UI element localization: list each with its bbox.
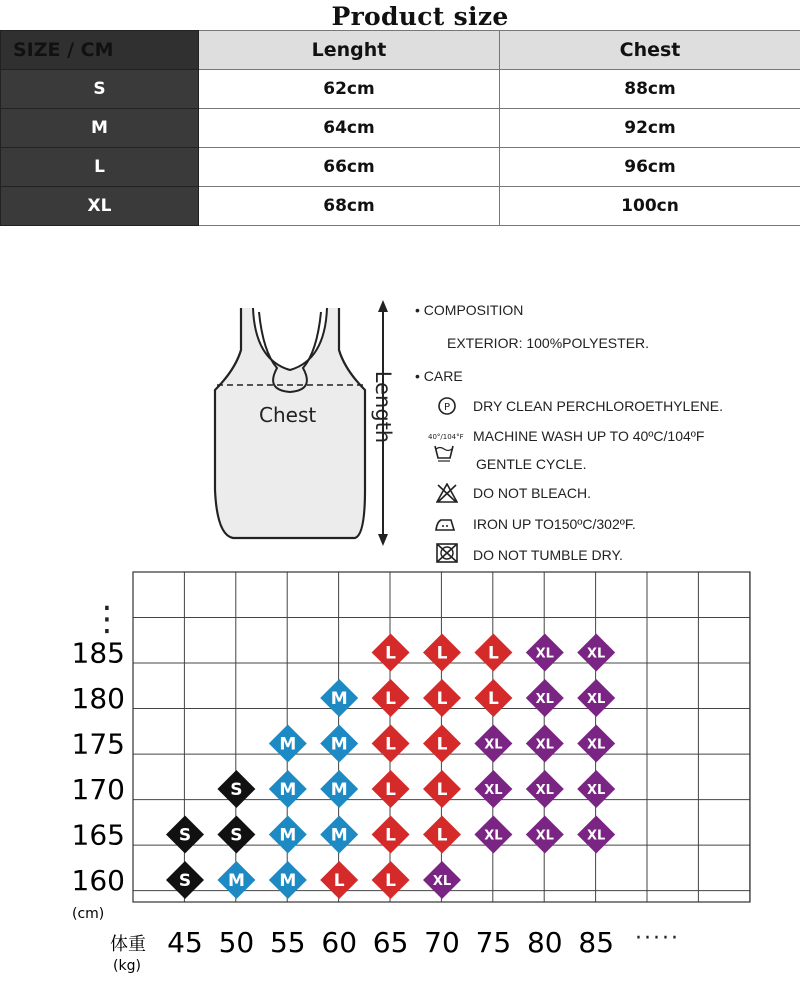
iron-icon [434, 514, 456, 534]
size-marker-m [217, 861, 255, 899]
size-marker-m [320, 725, 358, 763]
size-marker-label: M [279, 734, 297, 755]
size-marker-xl [474, 816, 512, 854]
size-marker-xl [526, 634, 564, 672]
iron-text: IRON UP TO150ºC/302ºF. [473, 516, 636, 532]
x-tick-label: 85 [578, 926, 615, 959]
size-cell: S [1, 70, 199, 109]
size-marker-label: L [385, 825, 397, 846]
size-marker-label: XL [587, 646, 606, 662]
chest-column-header: Chest [500, 31, 800, 70]
size-marker-label: L [333, 871, 345, 891]
size-marker-label: L [385, 689, 397, 709]
size-marker-label: XL [587, 828, 606, 844]
size-marker-label: S [178, 825, 192, 846]
size-marker-l [320, 861, 358, 899]
size-marker-label: S [230, 780, 243, 800]
chest-label: Chest [259, 403, 317, 427]
size-marker-label: L [487, 689, 499, 709]
dry-clean-icon [436, 396, 458, 416]
size-column-header: SIZE / CM [1, 31, 199, 70]
size-marker-s [217, 770, 255, 808]
size-marker-l [474, 634, 512, 672]
composition-heading: • COMPOSITION [415, 302, 524, 318]
size-marker-l [423, 679, 461, 717]
machine-wash-icon [433, 442, 455, 462]
x-tick-label: 50 [218, 926, 255, 959]
size-marker-xl [526, 725, 564, 763]
size-marker-label: M [330, 689, 348, 709]
size-marker-label: L [487, 643, 499, 664]
y-tick-label: 165 [71, 818, 125, 852]
size-marker-label: S [230, 825, 243, 846]
exterior-text: EXTERIOR: 100%POLYESTER. [447, 335, 650, 351]
table-row [1, 187, 800, 226]
size-marker-m [269, 816, 307, 854]
size-marker-label: M [279, 780, 297, 800]
x-tick-label: 75 [475, 926, 512, 959]
size-marker-label: L [436, 780, 448, 800]
size-marker-label: M [227, 871, 245, 891]
size-marker-label: S [178, 871, 192, 891]
x-unit-cn-label: 体重 [110, 934, 146, 955]
size-marker-label: XL [587, 783, 606, 798]
size-table-header [1, 31, 800, 70]
size-cell: L [1, 148, 199, 187]
length-label: Length [371, 370, 395, 444]
y-tick-label: 160 [71, 864, 125, 897]
size-marker-l [423, 725, 461, 763]
x-unit-label: (kg) [113, 958, 141, 974]
x-tick-label: 45 [167, 926, 203, 959]
size-marker-l [423, 634, 461, 672]
size-marker-xl [577, 679, 615, 717]
svg-text:P: P [443, 402, 451, 413]
size-marker-xl [526, 679, 564, 717]
size-marker-xl [577, 770, 615, 808]
size-marker-l [423, 770, 461, 808]
length-cell: 66cm [199, 148, 500, 187]
page-title: Product size [331, 2, 509, 31]
size-marker-xl [577, 816, 615, 854]
size-marker-label: XL [535, 737, 554, 753]
chest-cell: 92cm [500, 109, 800, 148]
size-cell: XL [1, 187, 199, 226]
size-marker-label: M [330, 825, 348, 846]
chest-cell: 96cm [500, 148, 800, 187]
size-marker-m [269, 861, 307, 899]
length-cell: 64cm [199, 109, 500, 148]
size-marker-label: XL [484, 783, 503, 798]
size-marker-l [372, 816, 410, 854]
size-marker-xl [526, 770, 564, 808]
size-marker-l [372, 634, 410, 672]
x-tick-label: 80 [526, 926, 563, 959]
dry-clean-text: DRY CLEAN PERCHLOROETHYLENE. [473, 398, 723, 414]
size-cell: M [1, 109, 199, 148]
care-heading: • CARE [415, 368, 463, 384]
x-axis-labels [167, 926, 614, 959]
y-tick-label: 175 [71, 727, 125, 761]
size-marker-label: XL [432, 874, 452, 889]
size-marker-label: L [385, 643, 397, 664]
size-marker-label: L [436, 825, 448, 846]
arrow-down-icon [378, 534, 388, 546]
size-marker-label: XL [535, 783, 554, 798]
length-cell: 68cm [199, 187, 500, 226]
y-unit-label: (cm) [72, 906, 105, 922]
size-marker-label: L [385, 734, 397, 755]
size-marker-label: XL [587, 692, 606, 707]
wash-temp-label: 40°/104°F [428, 433, 464, 441]
size-marker-label: L [436, 734, 448, 755]
size-marker-label: XL [535, 692, 554, 707]
x-tick-label: 60 [321, 926, 358, 959]
size-marker-xl [423, 861, 461, 899]
machine-wash-text: MACHINE WASH UP TO 40ºC/104ºF [473, 428, 705, 444]
size-marker-label: M [330, 780, 348, 800]
x-tick-label: 70 [424, 926, 460, 959]
x-tick-label: 65 [372, 926, 409, 959]
size-marker-m [320, 679, 358, 717]
size-marker-l [372, 725, 410, 763]
size-marker-m [320, 816, 358, 854]
size-marker-m [320, 770, 358, 808]
table-row [1, 70, 800, 109]
y-tick-label: 180 [71, 682, 125, 715]
size-marker-label: L [385, 871, 397, 891]
no-bleach-icon [436, 483, 458, 503]
size-marker-s [166, 816, 204, 854]
size-marker-s [217, 816, 255, 854]
size-marker-label: XL [484, 828, 503, 844]
size-marker-label: L [436, 689, 448, 709]
x-ellipsis: ····· [635, 926, 680, 951]
gentle-cycle-text: GENTLE CYCLE. [476, 456, 587, 472]
size-marker-l [372, 770, 410, 808]
y-axis-labels [72, 637, 125, 898]
size-marker-xl [474, 770, 512, 808]
size-marker-label: L [385, 780, 397, 800]
size-marker-m [269, 770, 307, 808]
size-marker-label: M [330, 734, 348, 755]
chest-cell: 100cn [500, 187, 800, 226]
size-marker-xl [577, 634, 615, 672]
size-marker-label: M [279, 871, 297, 891]
size-marker-s [166, 861, 204, 899]
size-marker-label: M [279, 825, 297, 846]
size-marker-l [372, 861, 410, 899]
size-marker-xl [577, 725, 615, 763]
size-marker-label: XL [587, 737, 606, 753]
size-recommendation-chart [0, 560, 800, 988]
length-cell: 62cm [199, 70, 500, 109]
arrow-up-icon [378, 300, 388, 312]
size-marker-l [423, 816, 461, 854]
size-marker-label: XL [484, 737, 503, 753]
size-marker-label: L [436, 643, 448, 664]
y-tick-label: 185 [71, 636, 125, 670]
size-marker-label: XL [535, 828, 554, 844]
no-bleach-text: DO NOT BLEACH. [473, 485, 591, 501]
no-tumble-dry-text: DO NOT TUMBLE DRY. [473, 547, 623, 563]
size-markers [166, 634, 615, 900]
size-marker-label: XL [535, 646, 554, 662]
size-marker-l [372, 679, 410, 717]
size-marker-m [269, 725, 307, 763]
size-marker-xl [526, 816, 564, 854]
table-row [1, 109, 800, 148]
size-marker-l [474, 679, 512, 717]
y-tick-label: 170 [71, 773, 125, 806]
y-ellipsis: ⋮ [90, 599, 124, 639]
chest-cell: 88cm [500, 70, 800, 109]
size-marker-xl [474, 725, 512, 763]
size-table [0, 30, 800, 226]
x-tick-label: 55 [269, 926, 306, 959]
length-column-header: Lenght [199, 31, 500, 70]
table-row [1, 148, 800, 187]
